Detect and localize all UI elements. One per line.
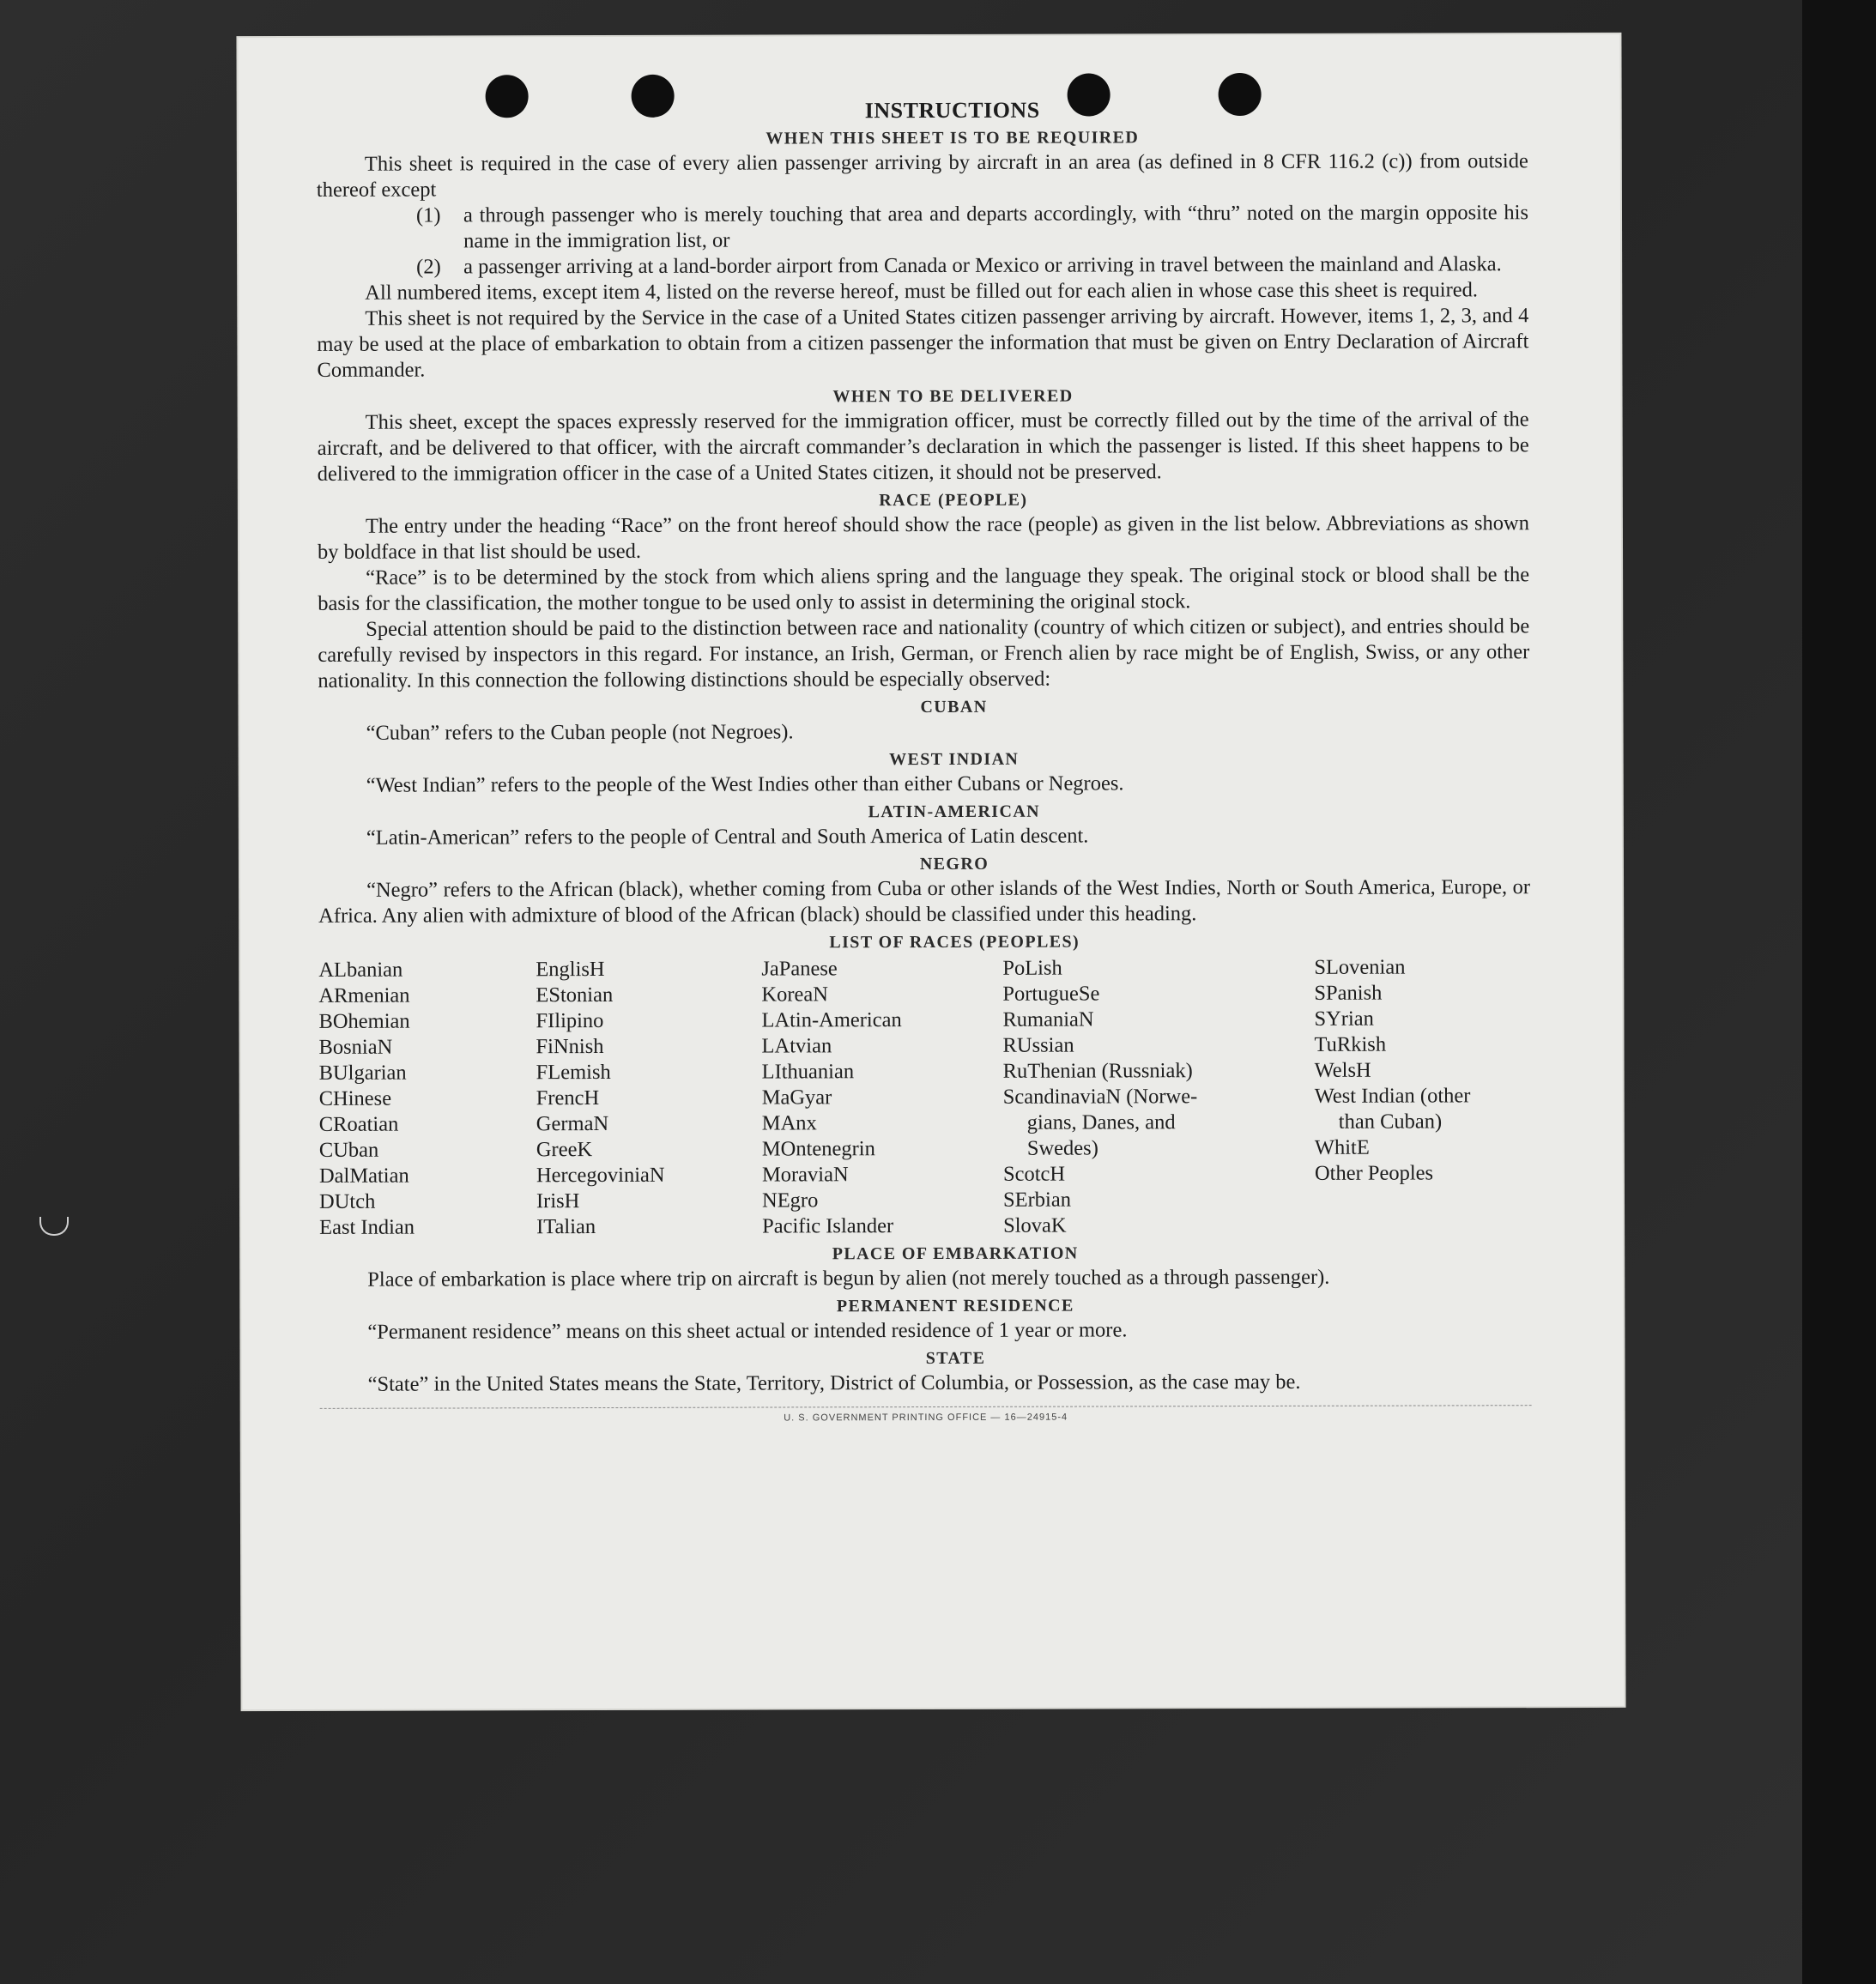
race-column — [318, 957, 536, 1241]
race-entry: RumaniaN — [1002, 1007, 1094, 1031]
paragraph: Special attention should be paid to the distinction between race and nationality (country of which citizen or subject), and entries should be carefully revised by inspectors in this regard. For instance, an Irish, German, or French alien by race might be of English, Swiss, or any other nationality. In this connection the following distinctions should be especially observed: — [318, 614, 1530, 693]
paragraph: “Negro” refers to the African (black), whether coming from Cuba or other islands of the West Indies, North or South America, Europe, or Africa. Any alien with admixture of blood of the African (black) should be classified under this heading. — [318, 875, 1531, 928]
paragraph: “Latin-American” refers to the people of Central and South America of Latin descent. — [366, 824, 1089, 850]
paragraph: This sheet, except the spaces expressly reserved for the immigration officer, must be correctly filled out by the time of the arrival of the aircraft, and be delivered to that officer, with the aircraft commander’s declaration in which the passenger is listed. If this sheet happens to be delivered to the immigration officer in the case of a United States citizen, it should not be preserved. — [317, 408, 1529, 486]
race-entry: East Indian — [319, 1215, 415, 1239]
race-entry: than Cuban) — [1338, 1110, 1443, 1134]
race-entry: IrisH — [536, 1189, 580, 1213]
race-entry: EStonian — [536, 983, 614, 1007]
printer-imprint: U. S. GOVERNMENT PRINTING OFFICE — 16—24915-4 — [320, 1405, 1532, 1424]
race-entry: MOntenegrin — [761, 1137, 875, 1161]
section-heading: PLACE OF EMBARKATION — [832, 1243, 1079, 1264]
race-entry: SPanish — [1314, 981, 1383, 1005]
paragraph: This sheet is required in the case of every alien passenger arriving by aircraft in an area (as defined in 8 CFR 116.2 (c)) from outside thereof except — [316, 149, 1528, 202]
race-entry: WelsH — [1314, 1058, 1371, 1082]
race-entry: ARmenian — [318, 983, 410, 1007]
race-column — [1002, 955, 1315, 1239]
section-heading: LIST OF RACES (PEOPLES) — [829, 932, 1080, 953]
race-entry: MoraviaN — [761, 1163, 849, 1187]
race-entry: DalMatian — [318, 1164, 409, 1188]
race-entry: GreeK — [536, 1138, 593, 1162]
item-text: a through passenger who is merely touching that area and departs accordingly, with “thru” noted on the margin opposite his name in the immigration list, or — [463, 201, 1529, 253]
paragraph: “Permanent residence” means on this sheet actual or intended residence of 1 year or more. — [367, 1318, 1128, 1344]
race-entry: FIlipino — [536, 1008, 604, 1033]
race-entry: DUtch — [318, 1189, 376, 1213]
race-entry: LAtin-American — [761, 1008, 902, 1032]
race-entry: CUban — [318, 1138, 379, 1162]
paragraph: All numbered items, except item 4, listed on the reverse hereof, must be filled out for each alien in whose case this sheet is required. — [365, 278, 1478, 305]
race-entry: ALbanian — [318, 958, 403, 982]
race-entry: WhitE — [1314, 1135, 1370, 1159]
paragraph: “Race” is to be determined by the stock from which aliens spring and the language they speak. The original stock or blood shall be the basis for the classification, the mother tongue to be used only to assist in determining the original stock. — [318, 563, 1530, 615]
section-heading: WHEN TO BE DELIVERED — [832, 386, 1074, 407]
section-heading: STATE — [925, 1348, 986, 1369]
race-entry: RuThenian (Russniak) — [1002, 1059, 1193, 1083]
race-entry: SYrian — [1314, 1007, 1374, 1031]
sheet-content — [317, 96, 1532, 1424]
race-entry: LIthuanian — [761, 1060, 855, 1084]
item-number: (1) — [415, 203, 441, 227]
race-entry: EnglisH — [536, 957, 605, 982]
race-entry: MAnx — [761, 1111, 817, 1135]
paragraph: “Cuban” refers to the Cuban people (not Negroes). — [366, 720, 794, 745]
paragraph: “West Indian” refers to the people of the West Indies other than either Cubans or Negroes. — [366, 771, 1124, 797]
race-entry: GermaN — [536, 1111, 609, 1136]
race-entry: CHinese — [318, 1086, 392, 1110]
section-heading: PERMANENT RESIDENCE — [836, 1296, 1074, 1316]
race-entry: BosniaN — [318, 1035, 393, 1059]
list-item — [317, 251, 1528, 281]
page-title: INSTRUCTIONS — [864, 97, 1040, 124]
race-entry: NEgro — [761, 1189, 819, 1213]
race-entry: BUlgarian — [318, 1061, 407, 1085]
list-item — [317, 200, 1528, 255]
instruction-sheet — [238, 34, 1624, 1709]
paragraph: The entry under the heading “Race” on the front hereof should show the race (people) as given in the list below. Abbreviations as shown by boldface in that list should be used. — [317, 511, 1529, 564]
race-entry: JaPanese — [761, 957, 838, 981]
race-entry: ITalian — [536, 1215, 596, 1239]
race-entry: Swedes) — [1026, 1136, 1098, 1160]
paragraph: “State” in the United States means the State, Territory, District of Columbia, or Possession, as the case may be. — [367, 1370, 1301, 1396]
section-heading: RACE (PEOPLE) — [879, 490, 1028, 511]
race-entry: SLovenian — [1314, 955, 1406, 979]
scan-edge-strip — [1802, 0, 1876, 1984]
race-entry: LAtvian — [761, 1034, 832, 1058]
race-column — [761, 956, 1003, 1240]
race-column — [1314, 954, 1531, 1238]
race-entry: MaGyar — [761, 1086, 832, 1110]
race-entry: FiNnish — [536, 1034, 604, 1059]
race-entry: SErbian — [1002, 1188, 1071, 1212]
race-entry: KoreaN — [761, 983, 828, 1007]
race-entry: FrencH — [536, 1086, 600, 1110]
section-heading: WEST INDIAN — [889, 749, 1020, 770]
race-entry: West Indian (other — [1314, 1084, 1471, 1108]
section-heading: LATIN-AMERICAN — [868, 801, 1041, 822]
race-entry: Pacific Islander — [762, 1214, 894, 1238]
paragraph: Place of embarkation is place where trip on aircraft is begun by alien (not merely touched as a through passenger). — [367, 1265, 1330, 1291]
race-entry: CRoatian — [318, 1112, 399, 1136]
section-heading: CUBAN — [920, 697, 988, 717]
race-column — [536, 957, 762, 1241]
race-entry: HercegoviniaN — [536, 1163, 665, 1188]
race-entry: BOhemian — [318, 1009, 410, 1033]
paragraph: This sheet is not required by the Service in the case of a United States citizen passenger arriving by aircraft. However, items 1, 2, 3, and 4 may be used at the place of embarkation to obtain from a citizen passenger the information that must be given on Entry Declaration of Aircraft Commander. — [317, 304, 1529, 382]
race-entry: ScandinaviaN (Norwe- — [1002, 1085, 1198, 1109]
race-list — [318, 954, 1531, 1241]
race-entry: RUssian — [1002, 1033, 1074, 1057]
race-entry: PoLish — [1002, 956, 1062, 980]
race-entry: ScotcH — [1002, 1162, 1066, 1186]
race-entry: Other Peoples — [1314, 1161, 1434, 1185]
race-entry: SlovaK — [1003, 1213, 1067, 1237]
section-heading: WHEN THIS SHEET IS TO BE REQUIRED — [766, 128, 1140, 148]
race-entry: PortugueSe — [1002, 982, 1100, 1006]
race-entry: TuRkish — [1314, 1032, 1387, 1056]
race-entry: FLemish — [536, 1060, 611, 1085]
item-text: a passenger arriving at a land-border airport from Canada or Mexico or arriving in travel between the mainland and Alaska. — [463, 252, 1502, 279]
section-heading: NEGRO — [919, 854, 989, 874]
item-number: (2) — [416, 255, 441, 279]
race-entry: gians, Danes, and — [1026, 1110, 1176, 1134]
